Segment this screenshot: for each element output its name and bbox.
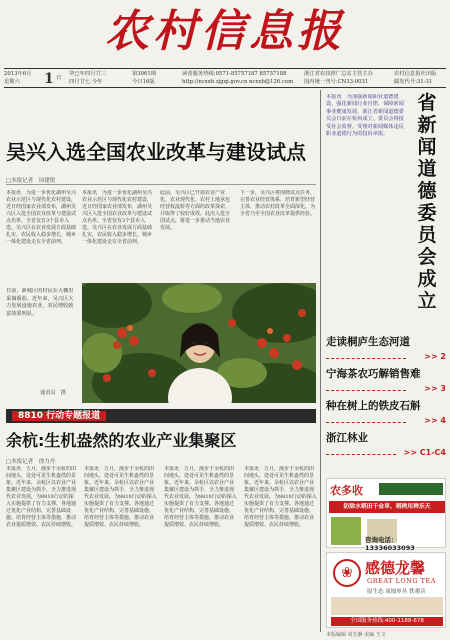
issue-date: 2013年6月 星期六 (4, 71, 32, 85)
contact-info: 读者服务热线:0571-85757187 85757188 http://ncxxb.zjgqi.gov.cn ncxxb@126.com (182, 71, 294, 85)
lead-headline: 吴兴入选全国农业改革与建设试点 (6, 140, 306, 164)
ad2-phone: 全国服务热线:400-1188-678 (331, 617, 443, 626)
toc-item-title: 种在树上的铁皮石斛 (326, 400, 421, 412)
toc-item-title: 走读桐庐生态河道 (326, 336, 410, 348)
toc-item-3[interactable] (326, 398, 443, 413)
toc-divider (326, 358, 406, 359)
ad1-phone: 咨询电话：13336033093 (365, 536, 415, 552)
toc-item-title: 浙江林业 (326, 432, 368, 444)
lead-column-3: 下一步，吴兴区将围绕试点任务，完善农业经营体系，培育新型经营主体，推动农村改革全面深化，为全省乃至全国农业改革提供经验。 (240, 190, 316, 217)
second-headline: 余杭:生机盎然的农业产业集聚区 (6, 431, 237, 450)
toc-divider (326, 422, 406, 423)
toc-item-page: >> 2 (424, 352, 446, 361)
ad-tea[interactable] (326, 552, 446, 628)
lead-photo (82, 283, 316, 403)
lead-column-2: 此前，吴兴区已开展农业产业化、农业现代化、农村土地承包经营权流转等方面的改革探索，并取得了较好成效。此次入选全国试点，将进一步推动当地农业发展。 (160, 190, 231, 231)
newspaper-title: 农村信息报 (105, 6, 345, 57)
ad1-slogan: 防除水稻田千金草、稻稗用稗乐天 (329, 501, 445, 513)
masthead (0, 0, 450, 66)
second-column-1: 本报讯 五月，漫步于余杭的田间地头，处处可见生机盎然的景象。近年来，余杭区以农业产业集聚区建设为抓手，全力推进现代农业发展，为8810行动的深入实施提供了有力支撑。各地通过优化产业结构、完善基础设施、培育经营主体等措施，推动农业提质增效、农民持续增收。 (6, 466, 77, 528)
toc-item-title: 宁海茶农巧解销售难 (326, 368, 421, 380)
photo-credit: 通讯员 摄 (40, 390, 66, 396)
toc-item-1[interactable] (326, 334, 443, 349)
issue-info-bar (4, 68, 446, 88)
lead-column-1: 本报讯 为进一步优化湖州吴兴农业示范区与现代化农村建设，近日经国家农业部发布，湖州吴兴区入选全国农业改革与建设试点名单，全省仅有3个县市入选。吴兴区在农业发展方面基础扎实，农民收入稳步增长，城乡一体化建设走在全省前列。 (6, 190, 77, 245)
lunar-date: 癸巳年四月廿三 四月廿七 今年 (69, 71, 107, 85)
toc-item-page: >> C1-C4 (403, 448, 446, 457)
toc-item-page: >> 4 (424, 416, 446, 425)
table-of-contents (326, 330, 446, 475)
toc-item-4[interactable] (326, 430, 443, 445)
second-byline: □本报记者 徐力丹 (6, 459, 56, 465)
ad1-brand: 农多收 (330, 484, 363, 497)
postal-info: 农村信息报社出版 邮发代号:31-31 (394, 71, 437, 85)
ad2-english: GREAT LONG TEA (367, 577, 436, 585)
second-column-2: 本报讯 五月，漫步于余杭的田间地头，处处可见生机盎然的景象。近年来，余杭区以农业产业集聚区建设为抓手，全力推进现代农业发展，为8810行动的深入实施提供了有力支撑。各地通过优化产业结构、完善基础设施、培育经营主体等措施，推动农业提质增效、农民持续增收。 (84, 466, 157, 528)
lead-byline: □本报记者 周建锐 (6, 178, 56, 184)
ad2-brand: 感德龙馨 (365, 559, 426, 577)
publisher-info: 浙江省农技推广总站主管主办 国内统一刊号:CN33-0031 (304, 71, 373, 85)
tea-logo-icon: ❀ (333, 559, 361, 587)
second-column-3: 本报讯 五月，漫步于余杭的田间地头，处处可见生机盎然的景象。近年来，余杭区以农业产业集聚区建设为抓手，全力推进现代农业发展，为8810行动的深入实施提供了有力支撑。各地通过优化产业结构、完善基础设施、培育经营主体等措施，推动农业提质增效、农民持续增收。 (164, 466, 237, 528)
section-bar-label: 8810 行动专题报道 (12, 411, 106, 421)
ad1-product-image (331, 517, 361, 545)
edition-info: 第3061期 今日16版 (132, 71, 157, 85)
ad1-banner (379, 483, 443, 495)
toc-divider (326, 454, 396, 455)
ad2-tagline: 原生态 凤凰单丛 铁观音 (367, 589, 426, 595)
page-footer: 本版编辑 周长静 美编 王文 (326, 632, 386, 638)
sidebar-brief: 本报讯 为加强新闻职业道德建设，强化新闻行业自律，保障新闻事业健康发展，浙江省新闻道德委员会日前在杭州成立。委员会将接受社会监督，受理对新闻媒体违反职业道德行为的投诉举报。 (326, 94, 404, 138)
photo-caption: 日前，新城区的村民在大棚里采摘番茄。近年来，吴兴区大力发展设施农业，农民增收致富效果明显。 (6, 288, 74, 317)
ad2-banner (331, 597, 443, 615)
issue-day-unit: 日 (56, 75, 62, 81)
sidebar-vertical-headline: 省新闻道德委员会成立 (417, 92, 437, 312)
section-bar (6, 409, 316, 423)
issue-day-number: 1 (44, 71, 54, 87)
toc-divider (326, 390, 406, 391)
ad-pesticide[interactable] (326, 478, 446, 552)
toc-item-page: >> 3 (424, 384, 446, 393)
lead-column-1b: 本报讯 为进一步优化湖州吴兴农业示范区与现代化农村建设，近日经国家农业部发布，湖州吴兴区入选全国农业改革与建设试点名单，全省仅有3个县市入选。吴兴区在农业发展方面基础扎实，农民收入稳步增长，城乡一体化建设走在全省前列。 (82, 190, 153, 245)
lead-rule (6, 184, 316, 185)
toc-item-2[interactable] (326, 366, 443, 381)
second-column-4: 本报讯 五月，漫步于余杭的田间地头，处处可见生机盎然的景象。近年来，余杭区以农业产业集聚区建设为抓手，全力推进现代农业发展，为8810行动的深入实施提供了有力支撑。各地通过优化产业结构、完善基础设施、培育经营主体等措施，推动农业提质增效、农民持续增收。 (244, 466, 317, 528)
column-divider (320, 90, 321, 632)
